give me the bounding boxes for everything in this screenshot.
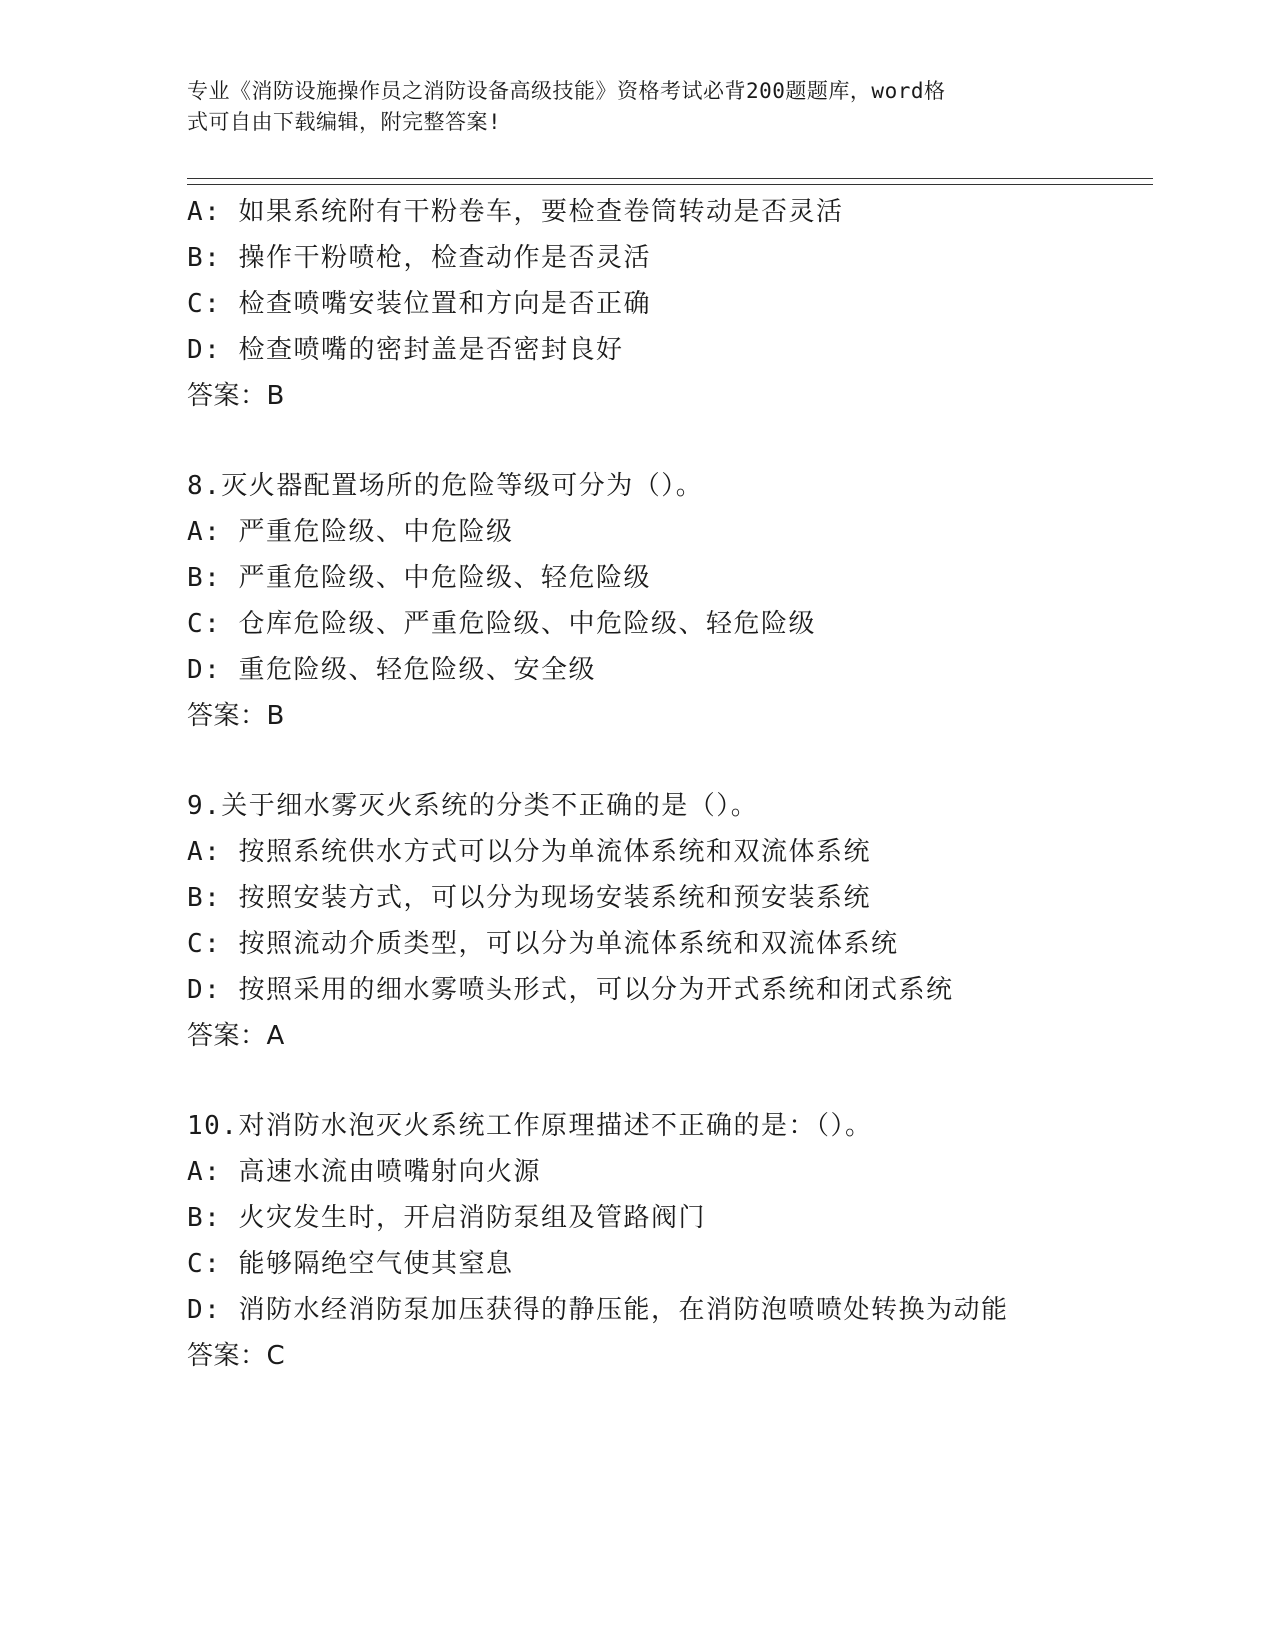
question-stem: 9.关于细水雾灭火系统的分类不正确的是（）。 bbox=[187, 791, 759, 821]
question-stem: 8.灭火器配置场所的危险等级可分为（）。 bbox=[187, 471, 704, 501]
header-line-1: 专业《消防设施操作员之消防设备高级技能》资格考试必背200题题库，word格 bbox=[187, 79, 946, 103]
option-d: D: 消防水经消防泵加压获得的静压能，在消防泡喷喷处转换为动能 bbox=[187, 1295, 1009, 1325]
answer: 答案：B bbox=[187, 381, 285, 411]
question-8 bbox=[187, 463, 1167, 739]
question-stem: 10.对消防水泡灭火系统工作原理描述不正确的是：（）。 bbox=[187, 1111, 873, 1141]
option-a: A: 如果系统附有干粉卷车，要检查卷筒转动是否灵活 bbox=[187, 197, 844, 227]
option-a: A: 严重危险级、中危险级 bbox=[187, 517, 514, 547]
question-list bbox=[187, 189, 1167, 1379]
header-divider-top bbox=[187, 178, 1153, 179]
header-line-2: 式可自由下载编辑，附完整答案! bbox=[187, 110, 502, 134]
question-7-continuation bbox=[187, 189, 1167, 419]
option-a: A: 高速水流由喷嘴射向火源 bbox=[187, 1157, 541, 1187]
option-c: C: 检查喷嘴安装位置和方向是否正确 bbox=[187, 289, 651, 319]
header-divider-bottom bbox=[187, 184, 1153, 185]
document-header bbox=[187, 76, 1067, 138]
question-10 bbox=[187, 1103, 1167, 1379]
option-b: B: 严重危险级、中危险级、轻危险级 bbox=[187, 563, 651, 593]
option-b: B: 按照安装方式，可以分为现场安装系统和预安装系统 bbox=[187, 883, 871, 913]
option-c: C: 仓库危险级、严重危险级、中危险级、轻危险级 bbox=[187, 609, 816, 639]
answer: 答案：A bbox=[187, 1021, 285, 1051]
option-d: D: 重危险级、轻危险级、安全级 bbox=[187, 655, 596, 685]
option-d: D: 检查喷嘴的密封盖是否密封良好 bbox=[187, 335, 624, 365]
option-c: C: 按照流动介质类型，可以分为单流体系统和双流体系统 bbox=[187, 929, 899, 959]
option-b: B: 操作干粉喷枪，检查动作是否灵活 bbox=[187, 243, 651, 273]
question-9 bbox=[187, 783, 1167, 1059]
answer: 答案：C bbox=[187, 1341, 286, 1371]
option-c: C: 能够隔绝空气使其窒息 bbox=[187, 1249, 514, 1279]
option-a: A: 按照系统供水方式可以分为单流体系统和双流体系统 bbox=[187, 837, 871, 867]
option-b: B: 火灾发生时，开启消防泵组及管路阀门 bbox=[187, 1203, 706, 1233]
answer: 答案：B bbox=[187, 701, 285, 731]
option-d: D: 按照采用的细水雾喷头形式，可以分为开式系统和闭式系统 bbox=[187, 975, 954, 1005]
